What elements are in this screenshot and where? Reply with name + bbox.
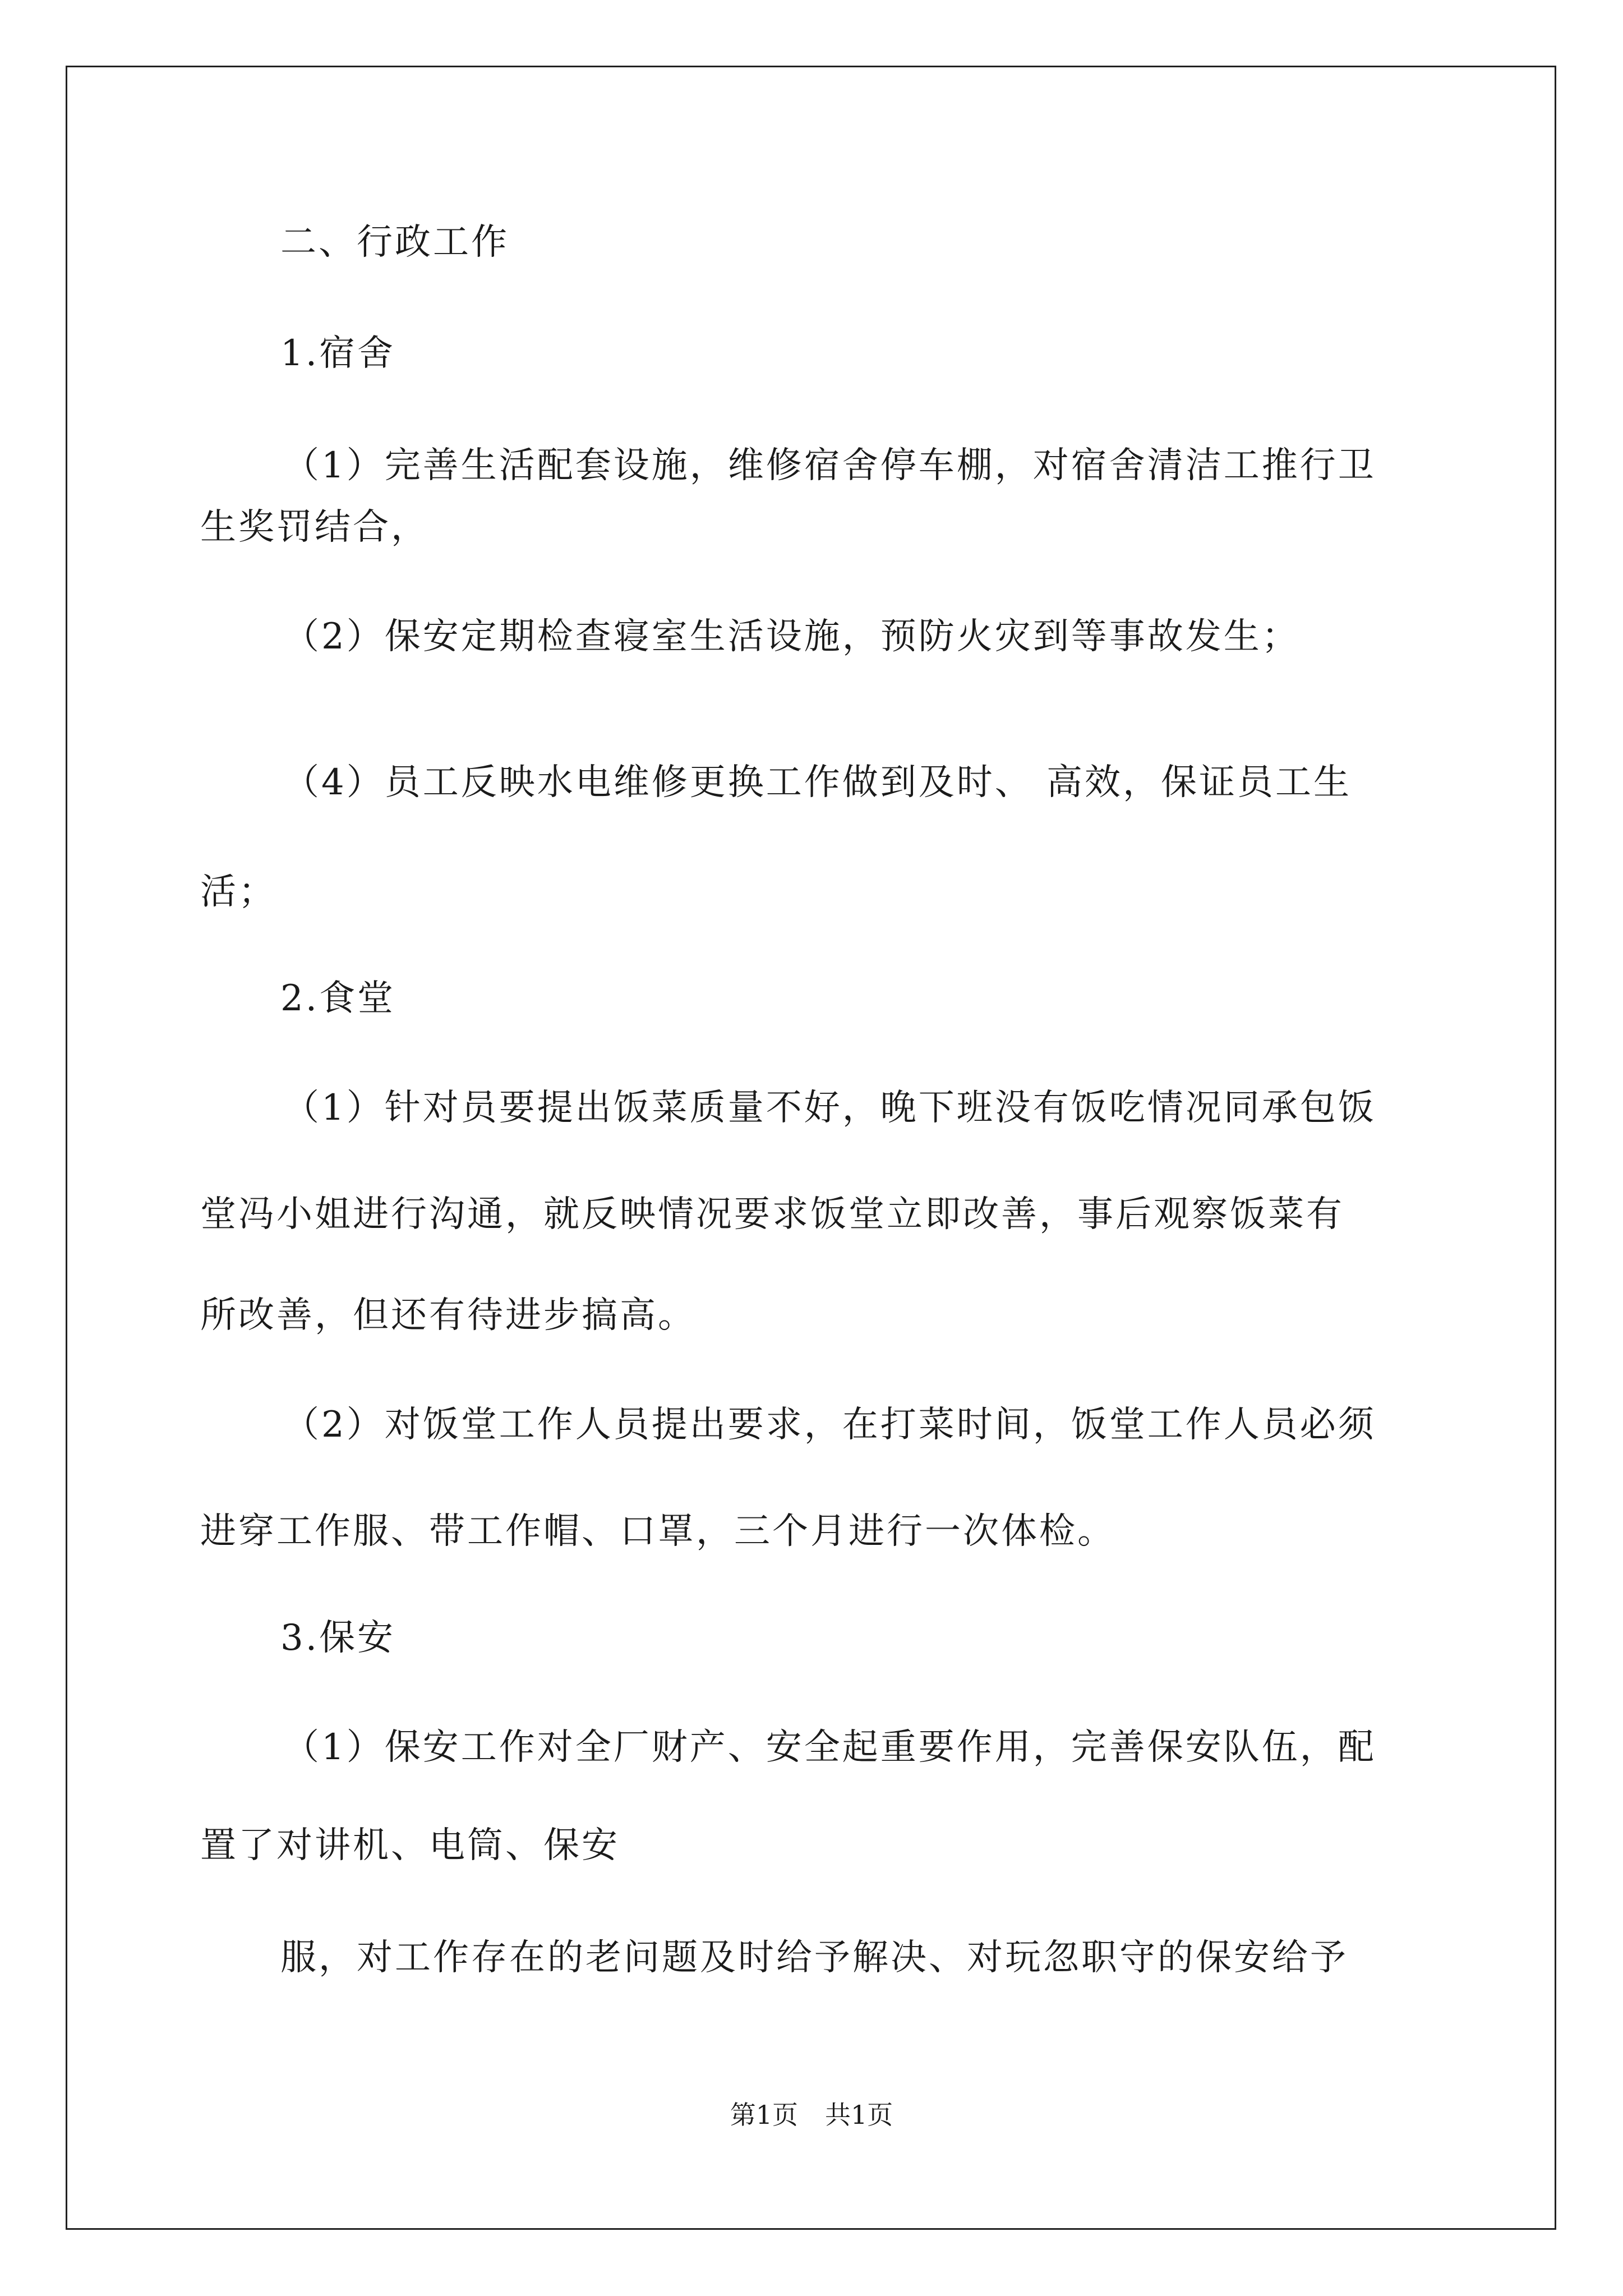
paragraph-line: 生奖罚结合， <box>200 507 429 548</box>
paragraph-line: 置了对讲机、电筒、保安 <box>200 1825 620 1866</box>
paragraph-line: （2）保安定期检查寝室生活设施，预防火灾到等事故发生； <box>283 616 1300 657</box>
subheading-canteen: 2.食堂 <box>280 978 396 1019</box>
paragraph-line: （1）针对员要提出饭菜质量不好，晚下班没有饭吃情况同承包饭 <box>283 1087 1376 1129</box>
page-border <box>66 66 1556 2230</box>
subheading-dormitory: 1.宿舍 <box>280 333 396 374</box>
paragraph-line: （2）对饭堂工作人员提出要求，在打菜时间，饭堂工作人员必须 <box>283 1404 1376 1446</box>
paragraph-line: 进穿工作服、带工作帽、口罩，三个月进行一次体检。 <box>200 1511 1115 1552</box>
paragraph-line: 堂冯小姐进行沟通，就反映情况要求饭堂立即改善，事后观察饭菜有 <box>200 1194 1344 1235</box>
page-footer <box>0 2098 1623 2132</box>
paragraph-line: 活； <box>200 871 276 913</box>
paragraph-line: （1）完善生活配套设施，维修宿舍停车棚，对宿舍清洁工推行卫 <box>283 445 1376 486</box>
section-heading-admin: 二、行政工作 <box>280 222 509 263</box>
paragraph-line: （4）员工反映水电维修更换工作做到及时、 高效，保证员工生 <box>283 762 1352 803</box>
page-total: 共1页 <box>825 2100 893 2130</box>
page-number: 第1页 <box>730 2100 798 2130</box>
paragraph-line: 所改善，但还有待进步搞高。 <box>200 1295 696 1336</box>
subheading-security: 3.保安 <box>280 1617 396 1659</box>
paragraph-line: 服，对工作存在的老问题及时给予解决、对玩忽职守的保安给予 <box>280 1937 1348 1978</box>
paragraph-line: （1）保安工作对全厂财产、安全起重要作用，完善保安队伍，配 <box>283 1727 1376 1768</box>
